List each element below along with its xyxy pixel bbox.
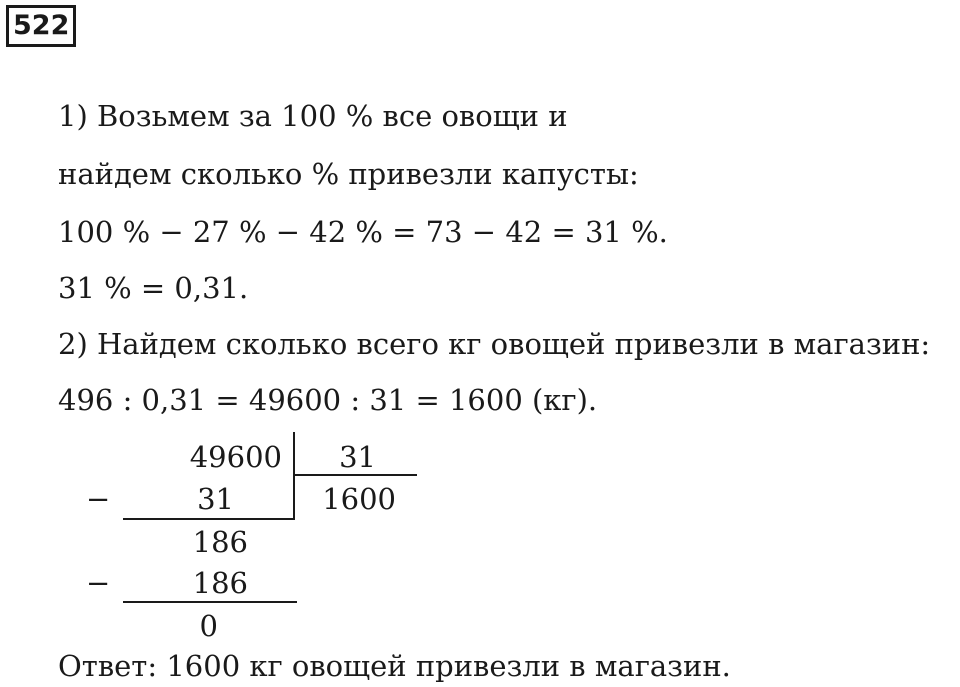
subtrahend-2: 186 — [192, 566, 248, 600]
dividend: 49600 — [189, 440, 282, 474]
minus-sign-1: − — [86, 482, 111, 516]
solution-line-1: 1) Возьмем за 100 % все овощи и — [58, 99, 568, 133]
task-number: 522 — [6, 5, 76, 47]
solution-line-2: найдем сколько % привезли капусты: — [58, 157, 639, 191]
answer-line: Ответ: 1600 кг овощей привезли в магазин. — [58, 649, 731, 683]
solution-line-5: 2) Найдем сколько всего кг овощей привезли в магазин: — [58, 327, 931, 361]
subtraction-line-1 — [123, 518, 295, 520]
minus-sign-2: − — [86, 566, 111, 600]
solution-line-4: 31 % = 0,31. — [58, 271, 249, 305]
subtraction-line-2 — [123, 601, 297, 603]
remainder-final: 0 — [199, 609, 218, 643]
remainder-1: 186 — [192, 525, 248, 559]
solution-line-3: 100 % − 27 % − 42 % = 73 − 42 = 31 %. — [58, 215, 668, 249]
divisor: 31 — [339, 440, 376, 474]
subtrahend-1: 31 — [197, 482, 234, 516]
solution-line-6: 496 : 0,31 = 49600 : 31 = 1600 (кг). — [58, 383, 598, 417]
quotient: 1600 — [322, 482, 396, 516]
divisor-underline — [295, 474, 417, 476]
